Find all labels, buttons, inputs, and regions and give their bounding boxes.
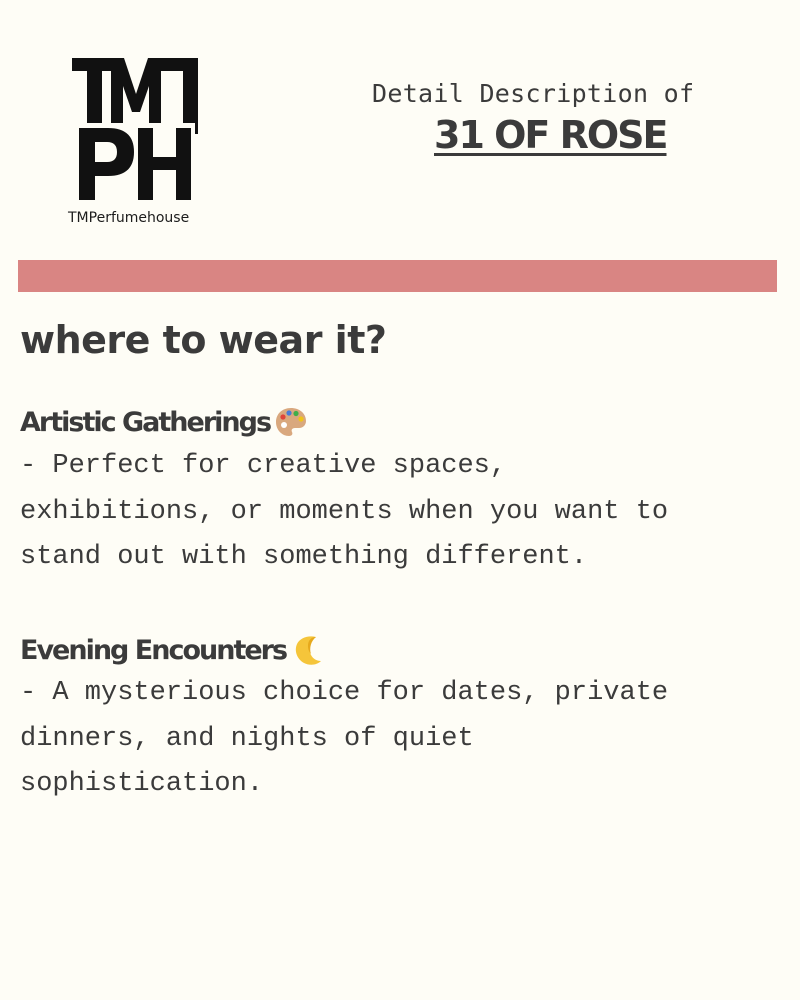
item-title-text: Artistic Gatherings — [20, 406, 271, 438]
section-heading: where to wear it? — [20, 318, 387, 362]
brand-logo — [66, 56, 201, 231]
brand-name: TMPerfumehouse — [68, 210, 190, 226]
desc-line: - A mysterious choice for dates, private — [20, 678, 669, 708]
desc-line: sophistication. — [20, 769, 264, 799]
accent-divider-bar — [18, 260, 777, 292]
item-title-evening-encounters — [20, 633, 324, 667]
tmph-logo-icon — [66, 56, 201, 206]
item-desc-artistic-gatherings — [20, 444, 740, 581]
desc-line: stand out with something different. — [20, 542, 588, 572]
desc-line: exhibitions, or moments when you want to — [20, 496, 669, 527]
crescent-moon-icon — [290, 633, 324, 667]
detail-subtitle: Detail Description of — [372, 79, 695, 108]
desc-line: dinners, and nights of quiet — [20, 723, 474, 754]
item-desc-evening-encounters — [20, 671, 740, 808]
artist-palette-icon — [274, 405, 308, 439]
desc-line: - Perfect for creative spaces, — [20, 451, 507, 481]
item-title-artistic-gatherings — [20, 405, 308, 439]
item-title-text: Evening Encounters — [20, 634, 287, 666]
product-title: 31 OF ROSE — [434, 113, 667, 157]
